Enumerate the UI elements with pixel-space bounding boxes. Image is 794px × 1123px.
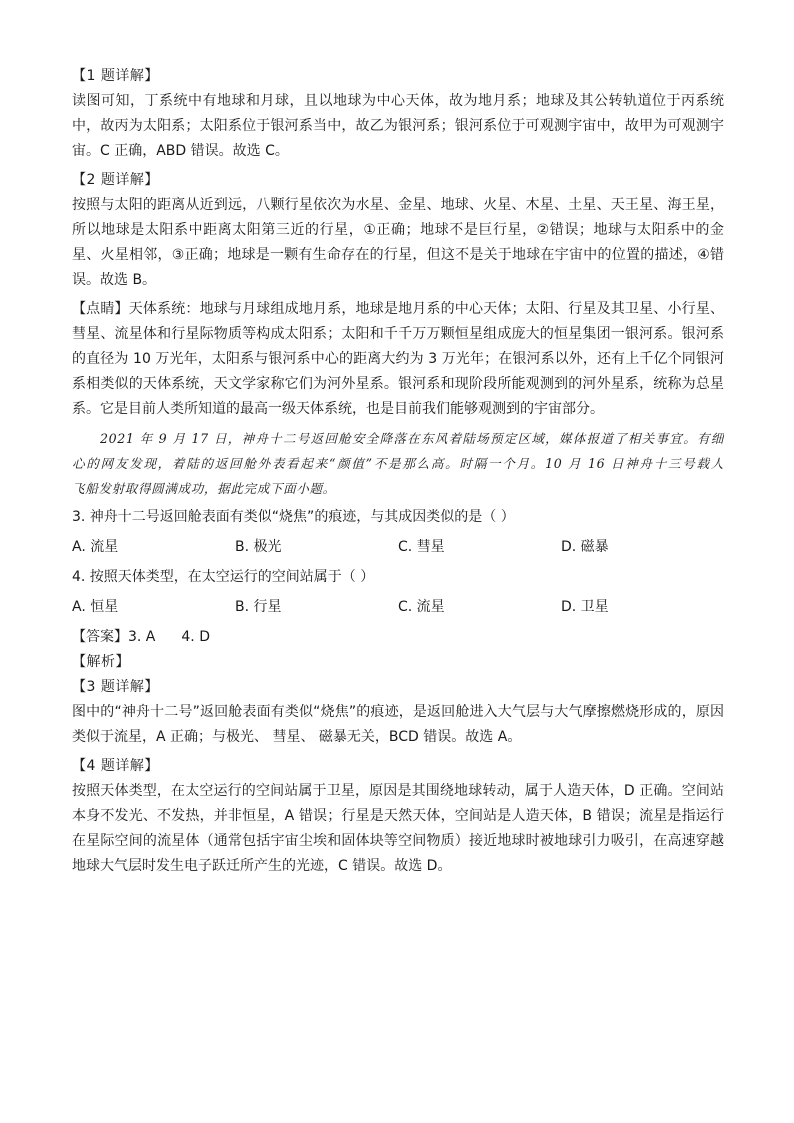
- reading-passage: [72, 426, 724, 501]
- tip-line: 系相类似的天体系统，天文学家称它们为河外星系。银河系和现阶段所能观测到的河外星系，统称为总星: [72, 376, 724, 392]
- q2-line: 所以地球是太阳系中距离太阳第三近的行星，①正确；地球不是巨行星，②错误；地球与太阳系中的金: [72, 222, 724, 238]
- q4-detail-heading: 【4 题详解】: [72, 758, 159, 774]
- answer-3: 3. A: [128, 629, 156, 645]
- tip-line: 的直径为 10 万光年，太阳系与银河系中心的距离大约为 3 万光年；在银河系以外，还有上千亿个同银河: [72, 351, 724, 367]
- q3-option-b: B. 极光: [235, 539, 282, 555]
- passage-line: 心的网友发现，着陆的返回舱外表看起来“颜值”不是那么高。时隔一个月。10 月 16 日神舟十三号载人: [72, 456, 724, 471]
- question-4-stem: 4. 按照天体类型，在太空运行的空间站属于（ ）: [72, 569, 375, 585]
- q3-option-a: A. 流星: [72, 539, 119, 555]
- question-4-options: [72, 595, 724, 620]
- q3-option-d: D. 磁暴: [561, 539, 609, 555]
- answer-line: [72, 625, 724, 650]
- q3-detail-heading: 【3 题详解】: [72, 679, 159, 695]
- q4-option-c: C. 流星: [398, 599, 445, 615]
- q2-line: 按照与太阳的距离从近到远，八颗行星依次为水星、金星、地球、火星、木星、土星、天王星、海王星，: [72, 197, 724, 213]
- q4-explanation: [72, 779, 724, 879]
- q1-explanation: [72, 89, 724, 164]
- tip-line: 【点睛】天体系统：地球与月球组成地月系，地球是地月系的中心天体；太阳、行星及其卫星、小行星、: [72, 301, 724, 317]
- q3-line: 类似于流星，A 正确；与极光、 彗星、 磁暴无关，BCD 错误。故选 A。: [72, 729, 522, 745]
- q1-heading: 【1 题详解】: [72, 68, 159, 84]
- document-page: [72, 64, 724, 883]
- q1-line: 读图可知，丁系统中有地球和月球，且以地球为中心天体，故为地月系；地球及其公转轨道位于丙系统: [72, 93, 724, 109]
- q2-line: 误。故选 B。: [72, 272, 157, 288]
- tip-line: 彗星、流星体和行星际物质等构成太阳系；太阳和千千万万颗恒星组成庞大的恒星集团一银河系。银河系: [72, 326, 724, 342]
- q4-option-b: B. 行星: [235, 599, 282, 615]
- analysis-heading: 【解析】: [72, 654, 130, 670]
- passage-line: 2021 年 9 月 17 日，神舟十二号返回舱安全降落在东风着陆场预定区域，媒体报道了相关事宜。有细: [100, 431, 724, 446]
- tip-line: 系。它是目前人类所知道的最高一级天体系统，也是目前我们能够观测到的宇宙部分。: [72, 401, 604, 417]
- q3-explanation: [72, 700, 724, 750]
- q4-option-d: D. 卫星: [561, 599, 609, 615]
- q3-line: 图中的“神舟十二号”返回舱表面有类似“烧焦”的痕迹，是返回舱进入大气层与大气摩擦燃烧形成的，原因: [72, 704, 724, 720]
- q4-line: 地球大气层时发生电子跃迁所产生的光迹，C 错误。故选 D。: [72, 858, 452, 874]
- q2-explanation: [72, 193, 724, 293]
- q4-line: 本身不发光、不发热，并非恒星，A 错误；行星是天然天体，空间站是人造天体，B 错误；流星是指运行: [72, 808, 724, 824]
- q4-option-a: A. 恒星: [72, 599, 119, 615]
- q4-line: 按照天体类型，在太空运行的空间站属于卫星，原因是其围绕地球转动，属于人造天体，D 正确。空间站: [72, 783, 724, 799]
- q1-line: 中，故丙为太阳系；太阳系位于银河系当中，故乙为银河系；银河系位于可观测宇宙中，故甲为可观测宇: [72, 118, 724, 134]
- tip-section: [72, 297, 724, 422]
- question-3-stem: 3. 神舟十二号返回舱表面有类似“烧焦”的痕迹，与其成因类似的是（ ）: [72, 509, 515, 525]
- q2-line: 星、火星相邻，③正确；地球是一颗有生命存在的行星，但这不是关于地球在宇宙中的位置的描述，④错: [72, 247, 724, 263]
- q3-option-c: C. 彗星: [398, 539, 445, 555]
- q1-line: 宙。C 正确，ABD 错误。故选 C。: [72, 143, 289, 159]
- answer-label: 【答案】: [72, 629, 128, 645]
- passage-line: 飞船发射取得圆满成功，据此完成下面小题。: [72, 481, 336, 496]
- question-3-options: [72, 535, 724, 560]
- answer-4: 4. D: [181, 629, 210, 645]
- q2-heading: 【2 题详解】: [72, 172, 159, 188]
- q4-line: 在星际空间的流星体（通常包括宇宙尘埃和固体块等空间物质）接近地球时被地球引力吸引，在高速穿越: [72, 833, 724, 849]
